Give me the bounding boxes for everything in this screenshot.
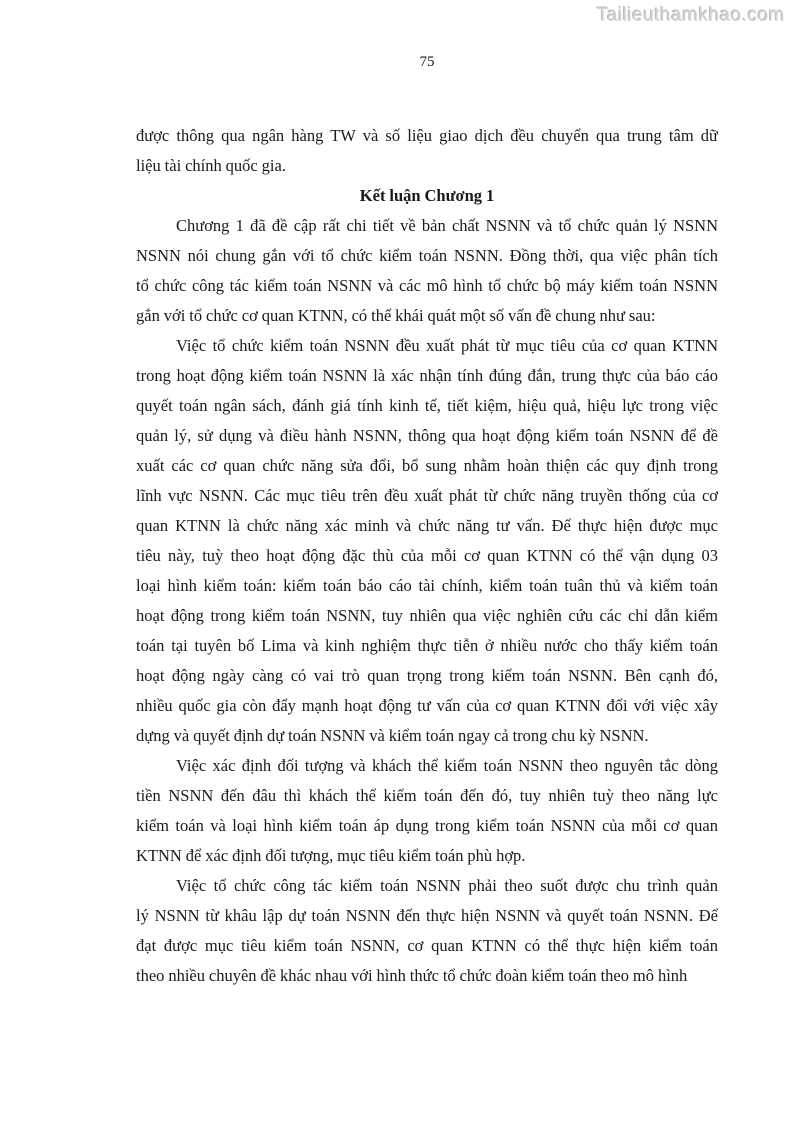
document-content: [136, 121, 718, 991]
text-line: KTNN để xác định đối tượng, mục tiêu kiểm toán phù hợp.: [136, 846, 526, 865]
watermark-text: Tailieuthamkhao.com: [597, 5, 785, 26]
text-line: kiểm toán và loại hình kiểm toán áp dụng trong kiểm toán NSNN của mỗi cơ quan: [136, 816, 718, 835]
paragraph: [136, 871, 718, 991]
text-line: tiền NSNN đến đâu thì khách thể kiểm toán đến đó, tuy nhiên tuỳ theo năng lực: [136, 786, 718, 805]
text-line: NSNN nói chung gắn với tổ chức kiểm toán NSNN. Đồng thời, qua việc phân tích: [136, 246, 718, 265]
text-line: nhiều quốc gia còn đẩy mạnh hoạt động tư vấn của cơ quan KTNN đối với việc xây: [136, 696, 718, 715]
text-line: Việc tổ chức kiểm toán NSNN đều xuất phát từ mục tiêu của cơ quan KTNN: [176, 336, 718, 355]
text-line: liệu tài chính quốc gia.: [136, 156, 286, 175]
text-line: quan KTNN là chức năng xác minh và chức năng tư vấn. Để thực hiện được mục: [136, 516, 718, 535]
text-line: tiêu này, tuỳ theo hoạt động đặc thù của mỗi cơ quan KTNN có thể vận dụng 03: [136, 546, 718, 565]
text-line: Việc xác định đối tượng và khách thể kiểm toán NSNN theo nguyên tắc dòng: [176, 756, 718, 775]
text-line: xuất các cơ quan chức năng sửa đổi, bổ sung nhằm hoàn thiện các quy định trong: [136, 456, 718, 475]
text-line: được thông qua ngân hàng TW và số liệu giao dịch đều chuyển qua trung tâm dữ: [136, 126, 718, 145]
text-line: gắn với tổ chức cơ quan KTNN, có thể khái quát một số vấn đề chung như sau:: [136, 306, 656, 325]
heading-line: Kết luận Chương 1: [359, 186, 495, 205]
text-line: lý NSNN từ khâu lập dự toán NSNN đến thực hiện NSNN và quyết toán NSNN. Để: [136, 906, 718, 925]
paragraph: [136, 331, 718, 751]
section-heading: [136, 181, 718, 211]
text-line: lĩnh vực NSNN. Các mục tiêu trên đều xuất phát từ chức năng truyền thống của cơ: [136, 486, 718, 505]
text-line: Việc tổ chức công tác kiểm toán NSNN phải theo suốt được chu trình quản: [176, 876, 718, 895]
text-line: theo nhiều chuyên đề khác nhau với hình thức tổ chức đoàn kiểm toán theo mô hình: [136, 966, 688, 985]
page-number: 75: [419, 54, 435, 70]
text-line: loại hình kiểm toán: kiểm toán báo cáo tài chính, kiểm toán tuân thủ và kiểm toán: [136, 576, 718, 595]
text-line: toán tại tuyên bố Lima và kinh nghiệm thực tiễn ở nhiều nước cho thấy kiểm toán: [136, 636, 718, 655]
text-line: đạt được mục tiêu kiểm toán NSNN, cơ quan KTNN có thể thực hiện kiểm toán: [136, 936, 718, 955]
text-line: hoạt động trong kiểm toán NSNN, tuy nhiên qua việc nghiên cứu các chỉ dẫn kiểm: [136, 606, 718, 625]
paragraph: [136, 121, 718, 181]
text-line: hoạt động ngày càng có vai trò quan trọng trong kiểm toán NSNN. Bên cạnh đó,: [136, 666, 718, 685]
text-line: Chương 1 đã đề cập rất chi tiết về bản chất NSNN và tổ chức quản lý NSNN: [176, 216, 718, 235]
paragraph: [136, 211, 718, 331]
text-line: quản lý, sử dụng và điều hành NSNN, thông qua hoạt động kiểm toán NSNN để đề: [136, 426, 718, 445]
text-line: dựng và quyết định dự toán NSNN và kiểm toán ngay cả trong chu kỳ NSNN.: [136, 726, 649, 745]
text-line: trong hoạt động kiểm toán NSNN là xác nhận tính đúng đắn, trung thực của báo cáo: [136, 366, 718, 385]
text-line: quyết toán ngân sách, đánh giá tính kinh tế, tiết kiệm, hiệu quả, hiệu lực trong việc: [136, 396, 718, 415]
text-line: tổ chức công tác kiểm toán NSNN và các mô hình tổ chức bộ máy kiểm toán NSNN: [136, 276, 718, 295]
paragraph: [136, 751, 718, 871]
